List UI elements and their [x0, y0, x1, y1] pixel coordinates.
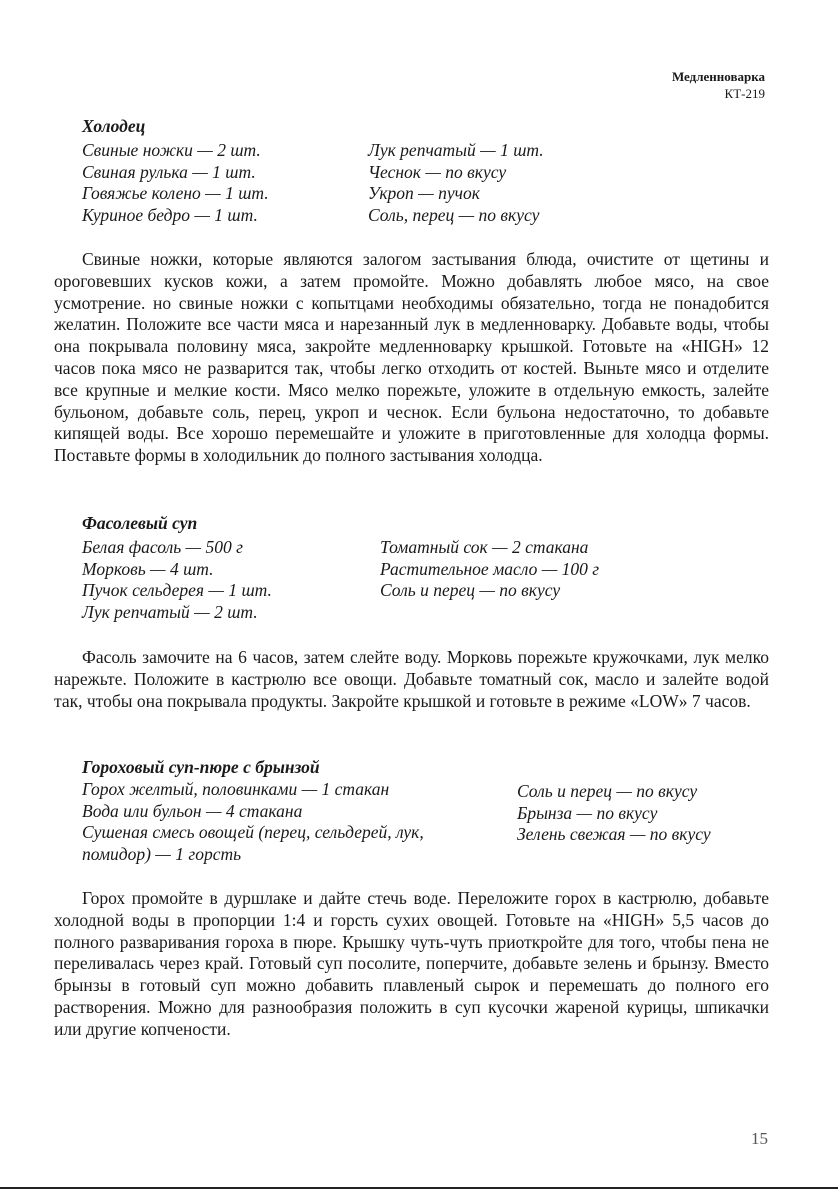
ingredient-item: Брынза — по вкусу — [517, 802, 658, 823]
ingredient-item: Соль и перец — по вкусу — [517, 781, 698, 801]
recipe-title: Фасолевый суп — [82, 513, 198, 533]
ingredients-column-2 — [368, 140, 544, 226]
recipe-title: Холодец — [82, 116, 146, 136]
bottom-rule — [0, 1187, 838, 1189]
ingredients-column-1 — [82, 140, 269, 226]
ingredients-column-1 — [82, 537, 272, 623]
recipe-instructions: Свиные ножки, которые являются залогом застывания блюда, очистите от щетины и ороговевших кусков кожи, а затем промойте. Можно добавлять любое мясо, на свое усмотрение. но свиные ножки с копытцами необходимы обязательно, тогда не понадобится желатин. Положите все части мяса и нарезанный лук в медленноварку. Добавьте воды, чтобы она покрывала половину мяса, закройте медленноварку крышкой. Готовьте на «HIGH» 12 часов пока мясо не разварится так, чтобы легко отходить от костей. Выньте мясо и отделите все крупные и мелкие кости. Мясо мелко порежьте, уложите в отдельную емкость, залейте бульоном, добавьте соль, перец, укроп и чеснок. Если бульона недостаточно, то добавьте кипящей воды. Все хорошо перемешайте и уложите в приготовленные для холодца формы. Поставьте формы в холодильник до полного застывания холодца. — [54, 249, 769, 466]
ingredient-item: Горох желтый, половинками — 1 стакан — [82, 779, 390, 799]
ingredient-item: Говяжье колено — 1 шт. — [82, 183, 269, 203]
ingredient-item: Сушеная смесь овощей (перец, сельдерей, лук, помидор) — 1 горсть — [82, 822, 424, 864]
ingredient-item: Морковь — 4 шт. — [82, 558, 214, 579]
page-header — [672, 68, 765, 102]
ingredient-item: Лук репчатый — 2 шт. — [82, 601, 258, 622]
ingredient-item: Чеснок — по вкусу — [368, 161, 507, 182]
ingredient-item: Куриное бедро — 1 шт. — [82, 204, 258, 225]
recipe-instructions: Горох промойте в дуршлаке и дайте стечь воде. Переложите горох в кастрюлю, добавьте холодной воды в пропорции 1:4 и горсть сухих овощей. Готовьте на «HIGH» 5,5 часов до полного разваривания гороха в пюре. Крышку чуть-чуть приоткройте для того, чтобы пена не переливалась через край. Готовый суп посолите, поперчите, добавьте зелень и брынзу. Вместо брынзы в готовый суп можно добавить плавленый сырок и перемешать до полного его растворения. Можно для разнообразия положить в суп кусочки жареной курицы, шпикачки или другие копчености. — [54, 888, 769, 1039]
ingredient-item: Соль и перец — по вкусу — [380, 580, 561, 600]
header-model: КТ-219 — [724, 86, 765, 101]
ingredients-column-2 — [517, 781, 711, 846]
ingredient-item: Укроп — пучок — [368, 183, 480, 203]
ingredient-item: Растительное масло — 100 г — [380, 558, 600, 579]
ingredient-item: Пучок сельдерея — 1 шт. — [82, 580, 272, 600]
recipe-instructions: Фасоль замочите на 6 часов, затем слейте воду. Морковь порежьте кружочками, лук мелко нарежьте. Положите в кастрюлю все овощи. Добавьте томатный сок, масло и залейте водой так, чтобы она покрывала продукты. Закройте крышкой и готовьте в режиме «LOW» 7 часов. — [54, 647, 769, 711]
ingredients-column-1 — [82, 779, 454, 865]
ingredient-item: Белая фасоль — 500 г — [82, 537, 243, 557]
ingredient-item: Зелень свежая — по вкусу — [517, 824, 711, 844]
ingredient-item: Свиная рулька — 1 шт. — [82, 161, 256, 182]
recipe-title: Гороховый суп-пюре с брынзой — [82, 757, 320, 777]
page-number: 15 — [751, 1129, 768, 1148]
ingredient-item: Вода или бульон — 4 стакана — [82, 800, 303, 821]
header-brand: Медленноварка — [671, 69, 765, 84]
ingredient-item: Соль, перец — по вкусу — [368, 204, 540, 225]
ingredients-column-2 — [380, 537, 599, 602]
ingredient-item: Свиные ножки — 2 шт. — [82, 140, 261, 160]
ingredient-item: Лук репчатый — 1 шт. — [368, 140, 544, 160]
ingredient-item: Томатный сок — 2 стакана — [380, 537, 589, 557]
